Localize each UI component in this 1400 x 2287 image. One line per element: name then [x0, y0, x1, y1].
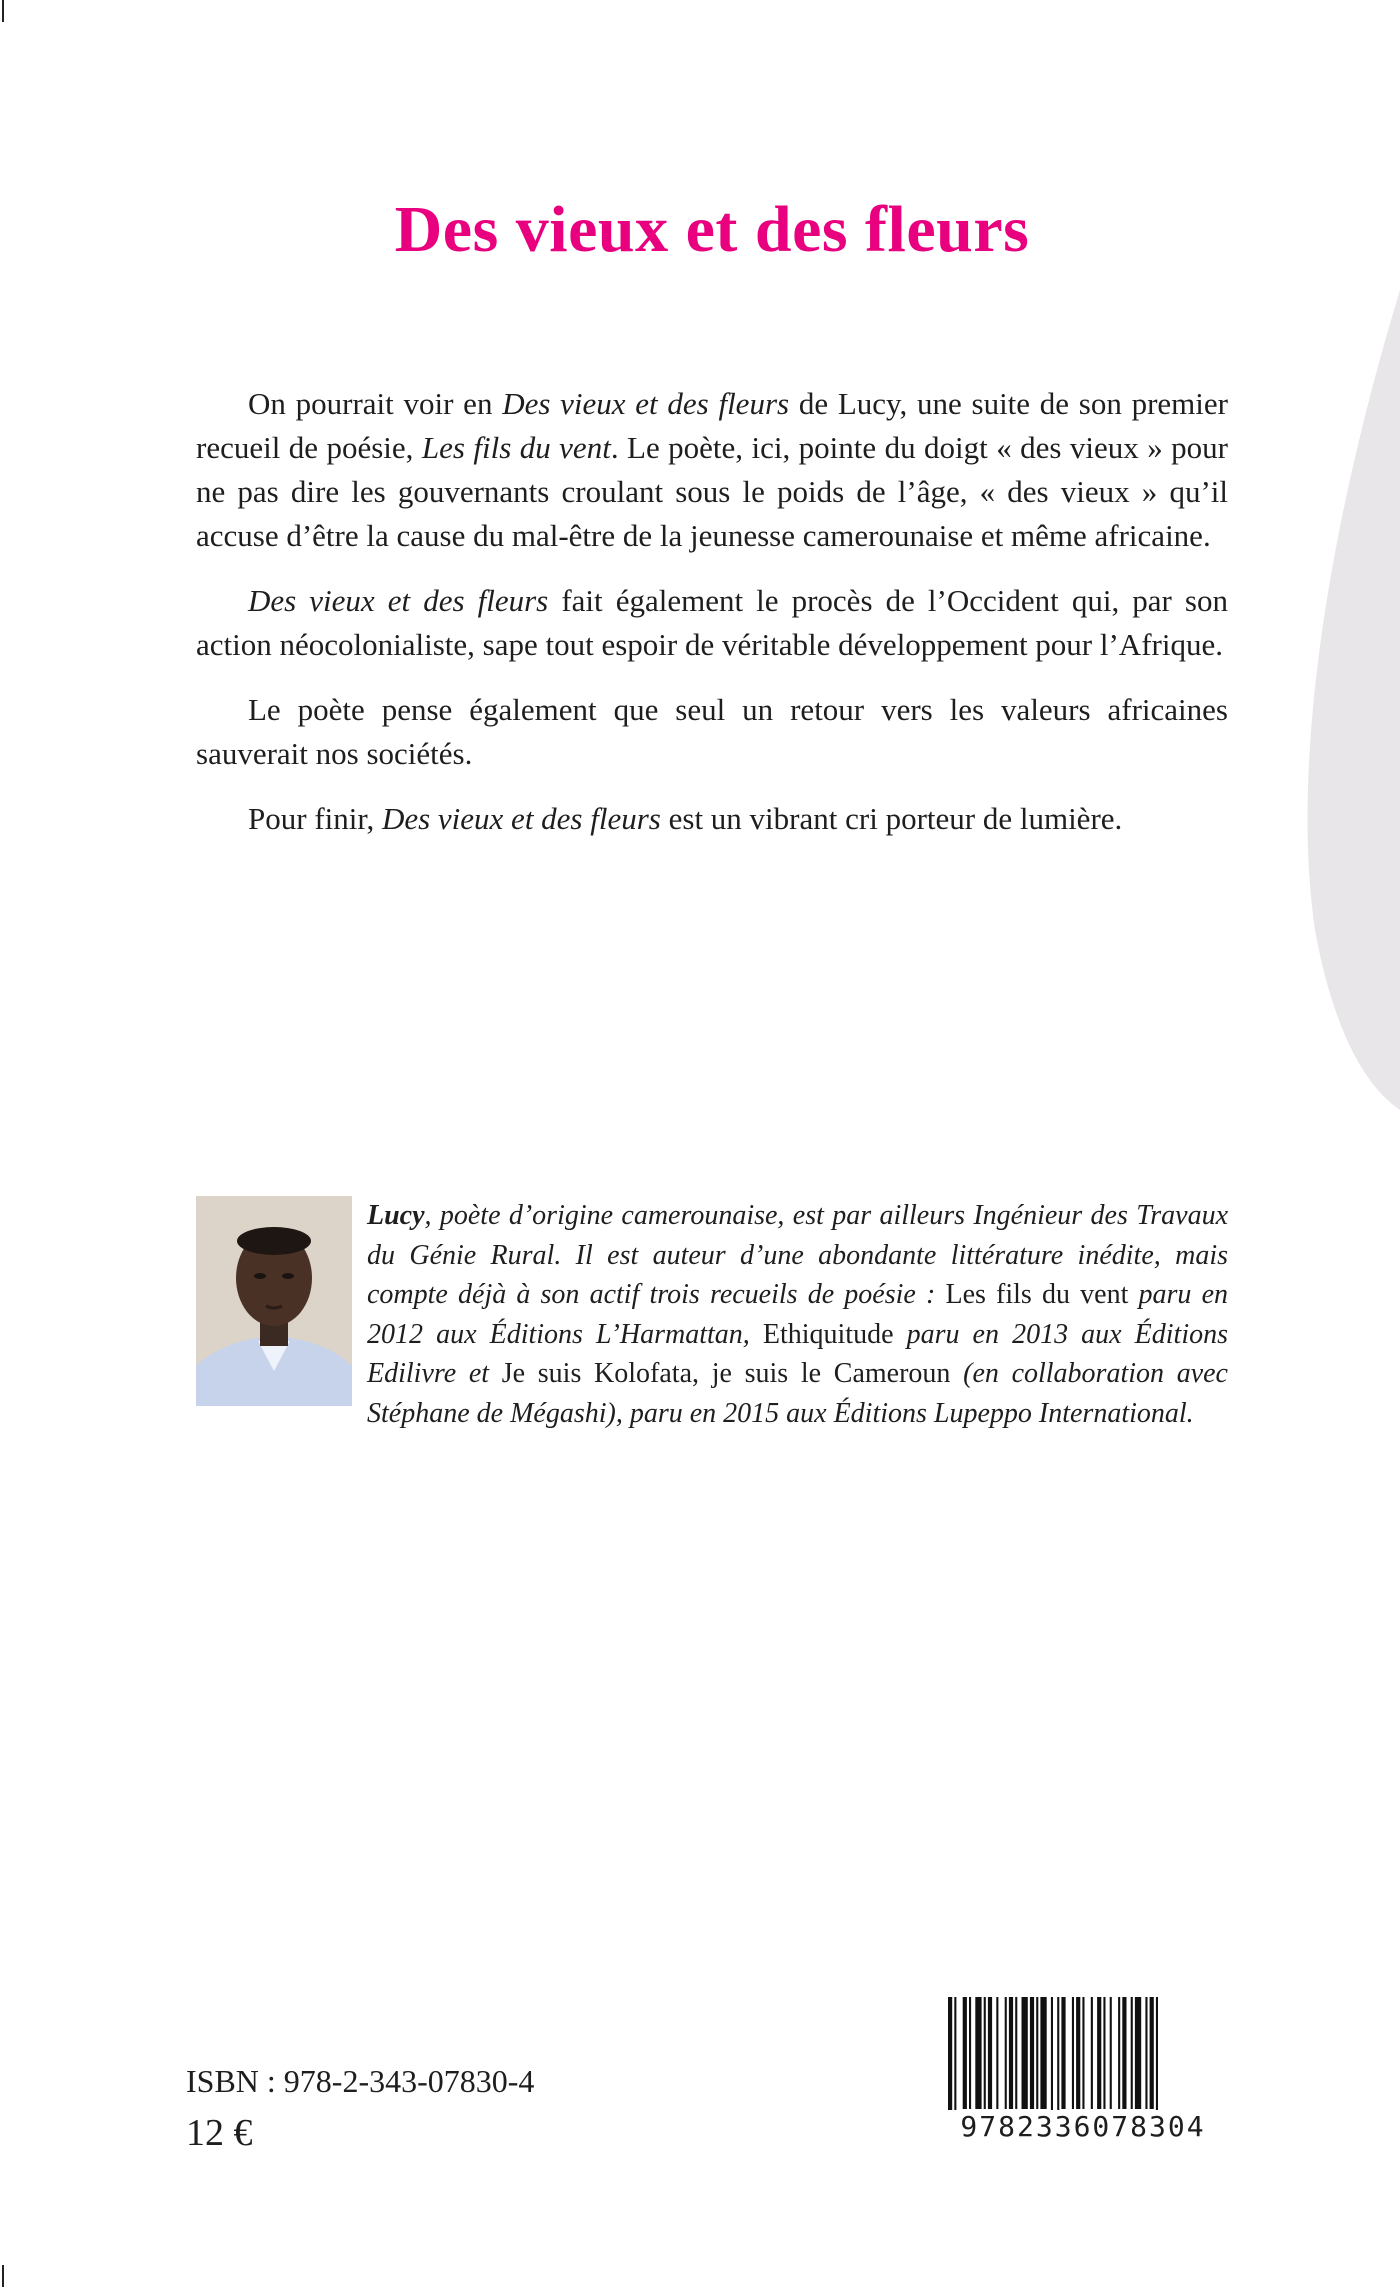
barcode-bar	[1009, 1997, 1013, 2109]
barcode-bar	[1097, 1997, 1101, 2109]
barcode-bar	[1022, 1997, 1028, 2109]
barcode-bar	[1076, 1997, 1080, 2109]
blurb-paragraph: On pourrait voir en Des vieux et des fleurs de Lucy, une suite de son premier recueil de poésie, Les fils du vent. Le poète, ici, pointe du doigt « des vieux » pour ne pas dire les gouvernants croulant sous le poids de l’âge, « des vieux » qu’il accuse d’être la cause du mal-être de la jeunesse camerounaise et même africaine.	[196, 386, 1228, 553]
barcode-bar	[963, 1997, 967, 2109]
barcode-bar	[1015, 1997, 1017, 2109]
back-cover-blurb	[196, 382, 1228, 862]
blurb-paragraph: Des vieux et des fleurs fait également le procès de l’Occident qui, par son action néocolonialiste, sape tout espoir de véritable développement pour l’Afrique.	[196, 583, 1228, 662]
price-label: 12 €	[186, 2112, 253, 2154]
isbn-label: ISBN : 978-2-343-07830-4	[186, 2063, 535, 2099]
barcode-bar	[1036, 1997, 1038, 2109]
barcode-bar	[1122, 1997, 1126, 2109]
author-photo	[196, 1196, 352, 1406]
barcode-digits: 9782336078304	[942, 2110, 1224, 2144]
blurb-paragraph: Pour finir, Des vieux et des fleurs est un vibrant cri porteur de lumière.	[248, 801, 1123, 836]
barcode-bar	[1005, 1997, 1007, 2109]
author-bio: Lucy, poète d’origine camerounaise, est par ailleurs Ingénieur des Travaux du Génie Rural. Il est auteur d’une abondante littérature inédite, mais compte déjà à son actif trois recueils de poésie : Les fils du vent paru en 2012 aux Éditions L’Harmattan, Ethiquitude paru en 2013 aux Éditions Edilivre et Je suis Kolofata, je suis le Cameroun (en collaboration avec Stéphane de Mégashi), paru en 2015 aux Éditions Lupeppo International.	[196, 1196, 1228, 1433]
barcode-bar	[1103, 1997, 1105, 2109]
barcode-bar	[996, 1997, 998, 2109]
barcode-bar	[1091, 1997, 1093, 2109]
barcode-bar	[1082, 1997, 1084, 2109]
book-title-1: Les fils du vent	[945, 1279, 1129, 1310]
barcode-bar	[1072, 1997, 1074, 2109]
author-name: Lucy	[367, 1200, 425, 1231]
barcode-bar	[1040, 1997, 1046, 2109]
book-title-3: Je suis Kolofata, je suis le Cameroun	[501, 1358, 951, 1389]
blurb-paragraph: Le poète pense également que seul un retour vers les valeurs africaines sauverait nos sociétés.	[196, 692, 1228, 771]
barcode-bar	[1145, 1997, 1147, 2109]
barcode-bar	[1110, 1997, 1112, 2109]
barcode-bar	[988, 1997, 992, 2109]
crop-mark-bottom-left	[2, 2265, 4, 2287]
crop-mark-top-left	[2, 0, 4, 22]
barcode-bar	[1150, 1997, 1154, 2109]
barcode-bar	[1030, 1997, 1034, 2109]
barcode-bar	[984, 1997, 986, 2109]
barcode-bar	[1118, 1997, 1120, 2109]
book-title: Des vieux et des fleurs	[394, 193, 1030, 266]
barcode-bar	[975, 1997, 981, 2109]
barcode-bar	[1061, 1997, 1065, 2109]
book-title-2: Ethiquitude	[762, 1318, 894, 1350]
barcode-bar	[969, 1997, 971, 2109]
barcode-bar	[1131, 1997, 1133, 2109]
barcode-bar	[1135, 1997, 1141, 2109]
